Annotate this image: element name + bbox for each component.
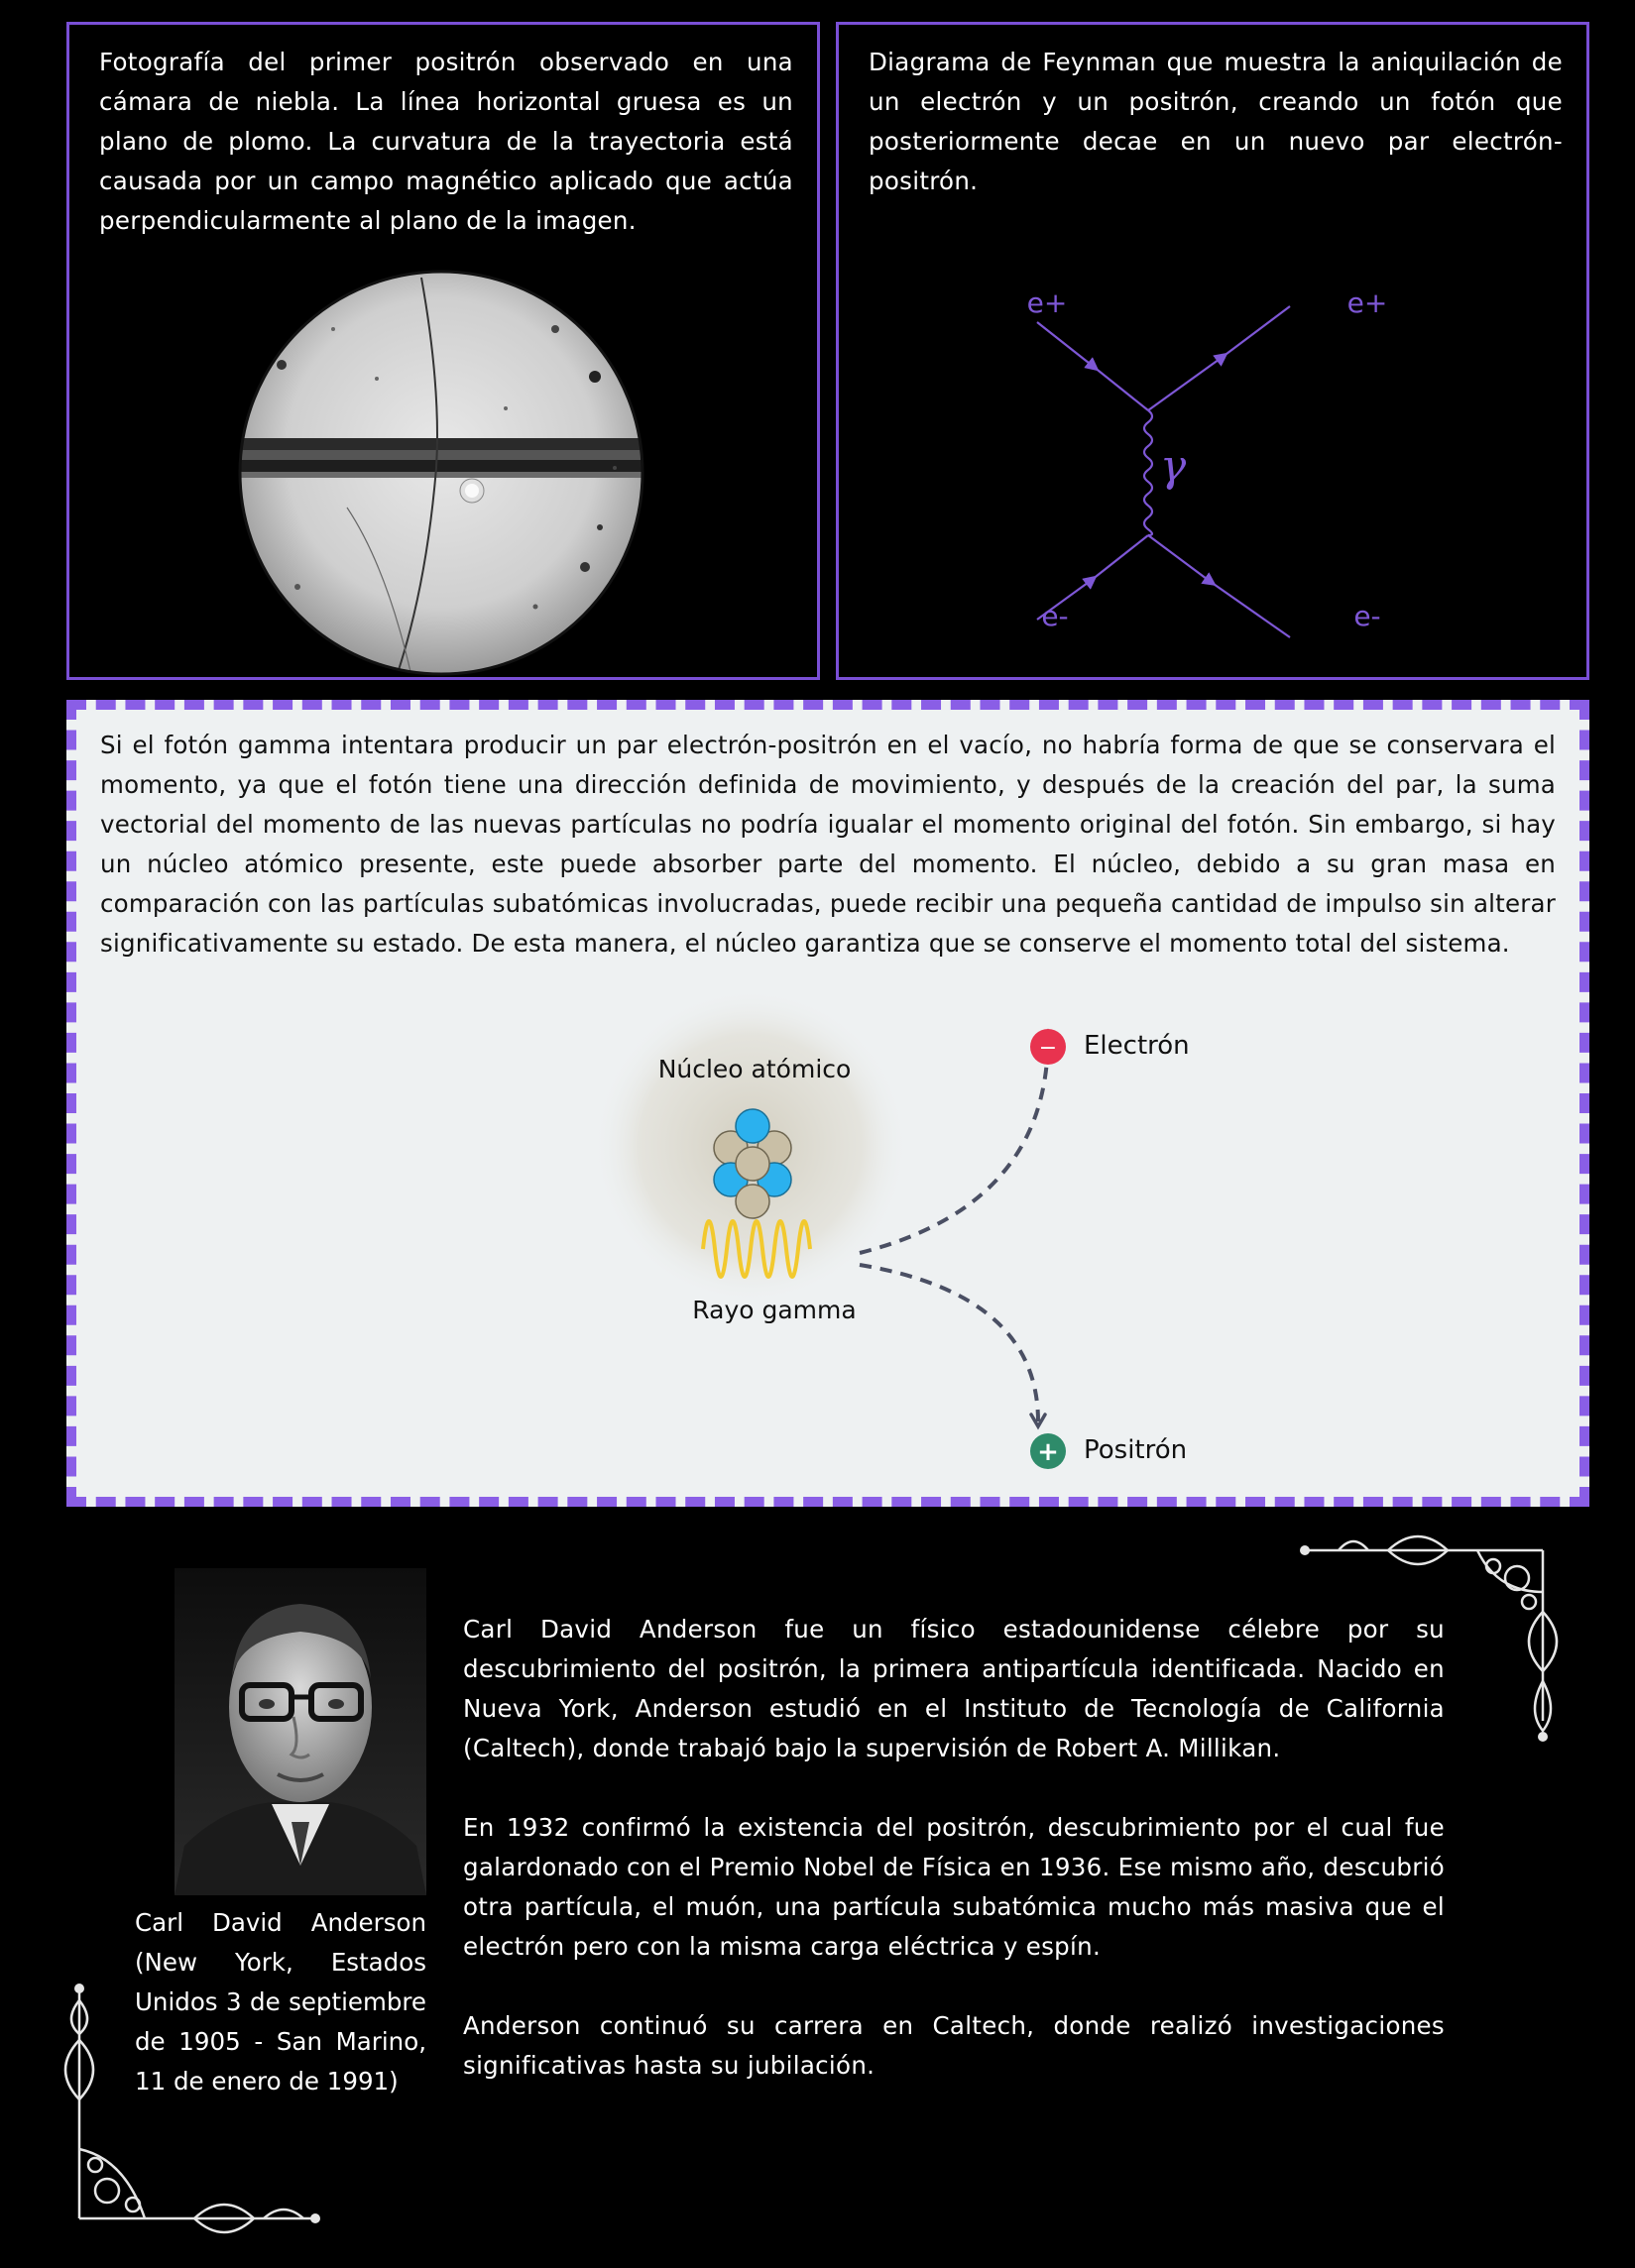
outgoing-positron-line-end (1223, 306, 1290, 357)
feynman-diagram (839, 25, 1586, 677)
label-photon-gamma: γ (1159, 441, 1187, 492)
portrait-caption: Carl David Anderson (New York, Estados Unidos 3 de septiembre de 1905 - San Marino, 11 de enero de 1991) (135, 1908, 426, 2096)
electron-symbol: − (1038, 1036, 1058, 1061)
ornament-corner-top-right (1299, 1523, 1567, 1751)
label-positron-top-right: e+ (1346, 286, 1388, 319)
label-positron-top-left: e+ (1026, 286, 1068, 319)
pair-production-panel (66, 700, 1589, 1507)
incoming-electron-line-end (1092, 535, 1148, 580)
outgoing-positron-line (1148, 357, 1223, 410)
label-electron-bottom-left: e- (1041, 600, 1069, 632)
incoming-positron-line (1037, 322, 1094, 367)
gamma-ray-label: Rayo gamma (692, 1296, 857, 1324)
anderson-portrait (175, 1568, 426, 1895)
bio-paragraph-3: Anderson continuó su carrera en Caltech, donde realizó investigaciones significativas hasta su jubilación. (463, 2011, 1445, 2080)
feynman-diagram-panel (836, 22, 1589, 680)
incoming-positron-line-end (1094, 367, 1148, 410)
feynman-caption: Diagrama de Feynman que muestra la aniquilación de un electrón y un positrón, creando un fotón que posteriormente decae en un nuevo par electrón-positrón. (869, 48, 1563, 195)
nucleus-label: Núcleo atómico (657, 1055, 852, 1083)
positron-symbol: + (1037, 1437, 1059, 1467)
pair-production-diagram (76, 710, 1579, 1497)
label-electron-bottom-right: e- (1353, 600, 1381, 632)
outgoing-electron-line (1148, 535, 1211, 582)
bio-paragraph-2: En 1932 confirmó la existencia del positrón, descubrimiento por el cual fue galardonado con el Premio Nobel de Física en 1936. Ese mismo año, descubrió otra partícula, el muón, una partícula subatómica mucho más masiva que el electrón pero con la misma carga eléctrica y espín. (463, 1813, 1445, 1961)
ornament-corner-bottom-left (56, 1981, 323, 2248)
bio-paragraph-1: Carl David Anderson fue un físico estadounidense célebre por su descubrimiento del positrón, la primera antipartícula identificada. Nacido en Nueva York, Anderson estudió en el Instituto de Tecnología de California (Caltech), donde trabajó bajo la supervisión de Robert A. Millikan. (463, 1615, 1445, 1762)
photon-wavy-line (1144, 410, 1152, 535)
outgoing-electron-line-end (1211, 582, 1290, 637)
positron-label: Positrón (1084, 1435, 1188, 1465)
positron-photo-panel (66, 22, 820, 680)
positron-photo-caption: Fotografía del primer positrón observado en una cámara de niebla. La línea horizontal gruesa es un plano de plomo. La curvatura de la trayectoria está causada por un campo magnético aplicado que actúa perpendicularmente al plano de la imagen. (99, 48, 793, 235)
pair-production-text: Si el fotón gamma intentara producir un par electrón-positrón en el vacío, no habría forma de que se conservara el momento, ya que el fotón tiene una dirección definida de movimiento, y después de la creación del par, la suma vectorial del momento de las nuevas partículas no podría igualar el momento original del fotón. Sin embargo, si hay un núcleo atómico presente, este puede absorber parte del momento. El núcleo, debido a su gran masa en comparación con las partículas subatómicas involucradas, puede recibir una pequeña cantidad de impulso sin alterar significativamente su estado. De esta manera, el núcleo garantiza que se conserve el momento total del sistema. (100, 731, 1556, 958)
cloud-chamber-photo (238, 270, 644, 676)
electron-label: Electrón (1084, 1031, 1190, 1061)
positron-trajectory-arrow (860, 1265, 1038, 1421)
